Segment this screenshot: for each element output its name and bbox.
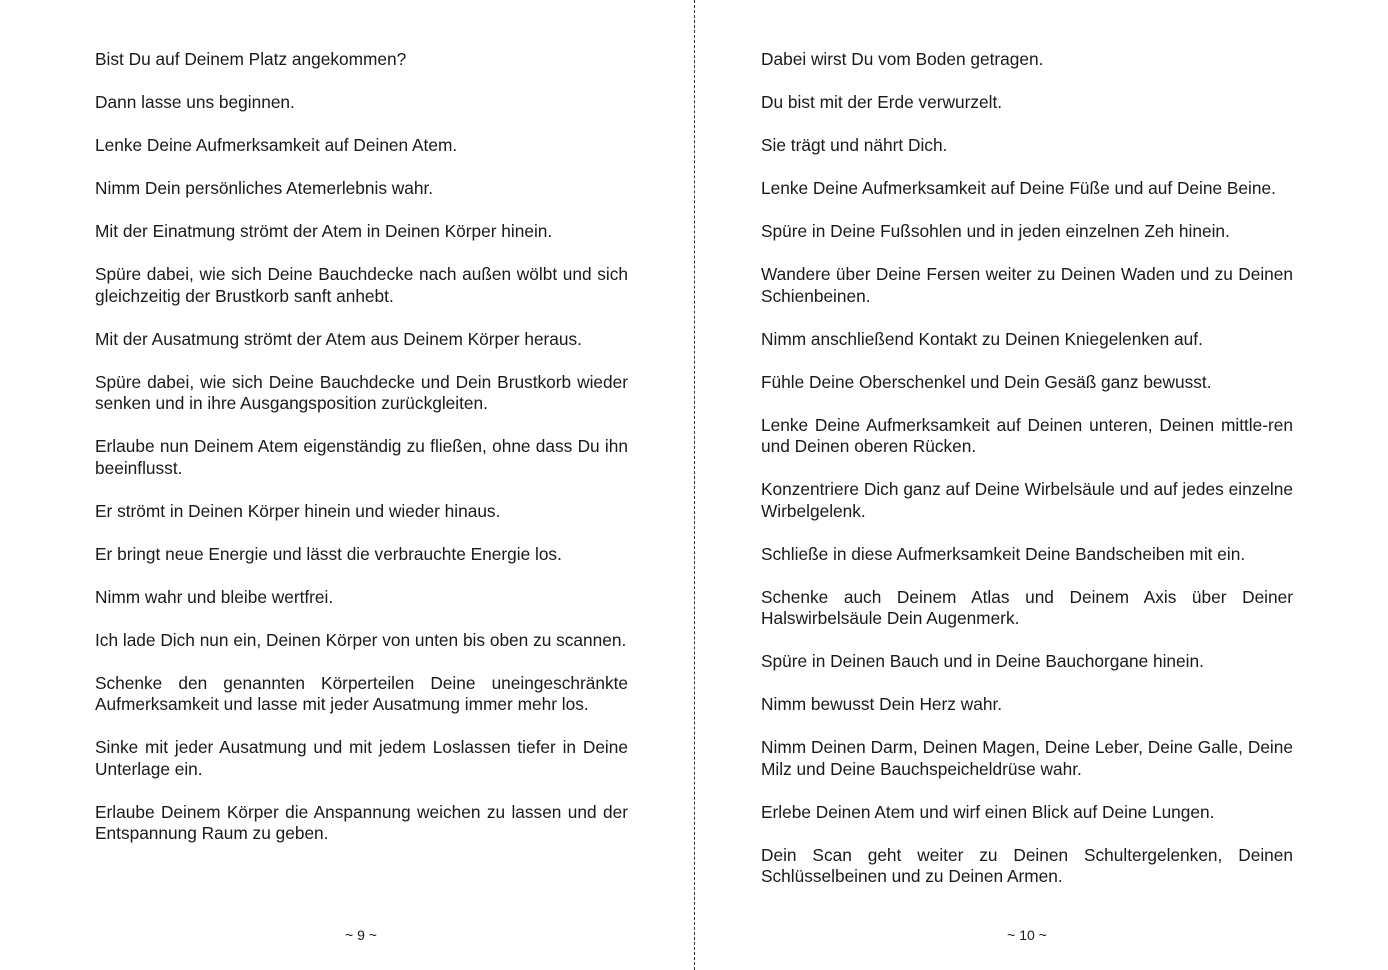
paragraph: Spüre dabei, wie sich Deine Bauchdecke nach außen wölbt und sich gleichzeitig der Brustkorb sanft anhebt. [95, 264, 628, 306]
page-number: ~ 10 ~ [1007, 927, 1047, 943]
paragraph: Erlebe Deinen Atem und wirf einen Blick auf Deine Lungen. [761, 801, 1215, 822]
paragraph: Dein Scan geht weiter zu Deinen Schultergelenken, Deinen Schlüsselbeinen und zu Deinen Armen. [761, 844, 1293, 886]
paragraph: Erlaube nun Deinem Atem eigenständig zu fließen, ohne dass Du ihn beeinflusst. [95, 436, 628, 478]
paragraph: Nimm anschließend Kontakt zu Deinen Kniegelenken auf. [761, 328, 1203, 349]
paragraph: Lenke Deine Aufmerksamkeit auf Deinen Atem. [95, 135, 458, 155]
paragraph: Er strömt in Deinen Körper hinein und wieder hinaus. [95, 500, 501, 521]
page-right-text [761, 49, 1293, 909]
paragraph: Schenke den genannten Körperteilen Deine uneingeschränkte Aufmerksamkeit und lasse mit jeder Ausatmung immer mehr los. [95, 672, 628, 714]
paragraph: Lenke Deine Aufmerksamkeit auf Deinen unteren, Deinen mittle-ren und Deinen oberen Rücken. [761, 414, 1293, 456]
paragraph: Konzentriere Dich ganz auf Deine Wirbelsäule und auf jedes einzelne Wirbelgelenk. [761, 479, 1293, 521]
paragraph: Schenke auch Deinem Atlas und Deinem Axis über Deiner Halswirbelsäule Dein Augenmerk. [761, 586, 1293, 628]
paragraph: Dabei wirst Du vom Boden getragen. [761, 49, 1044, 69]
paragraph: Bist Du auf Deinem Platz angekommen? [95, 49, 407, 69]
paragraph: Spüre dabei, wie sich Deine Bauchdecke und Dein Brustkorb wieder senken und in ihre Ausgangsposition zurückgleiten. [95, 371, 628, 413]
paragraph: Sie trägt und nährt Dich. [761, 135, 948, 155]
paragraph: Nimm Dein persönliches Atemerlebnis wahr. [95, 178, 434, 198]
paragraph: Schließe in diese Aufmerksamkeit Deine Bandscheiben mit ein. [761, 543, 1246, 564]
paragraph: Mit der Ausatmung strömt der Atem aus Deinem Körper heraus. [95, 328, 582, 349]
page-right [695, 0, 1388, 970]
paragraph: Spüre in Deine Fußsohlen und in jeden einzelnen Zeh hinein. [761, 221, 1230, 241]
paragraph: Nimm wahr und bleibe wertfrei. [95, 586, 334, 607]
paragraph: Du bist mit der Erde verwurzelt. [761, 92, 1003, 112]
page-number: ~ 9 ~ [345, 927, 377, 943]
paragraph: Fühle Deine Oberschenkel und Dein Gesäß ganz bewusst. [761, 371, 1212, 392]
paragraph: Nimm bewusst Dein Herz wahr. [761, 694, 1003, 714]
page-left-text [95, 49, 628, 866]
paragraph: Wandere über Deine Fersen weiter zu Deinen Waden und zu Deinen Schienbeinen. [761, 264, 1293, 306]
paragraph: Er bringt neue Energie und lässt die verbrauchte Energie los. [95, 543, 562, 564]
paragraph: Dann lasse uns beginnen. [95, 92, 295, 112]
paragraph: Mit der Einatmung strömt der Atem in Deinen Körper hinein. [95, 221, 553, 241]
paragraph: Nimm Deinen Darm, Deinen Magen, Deine Leber, Deine Galle, Deine Milz und Deine Bauchspeicheldrüse wahr. [761, 737, 1293, 779]
paragraph: Erlaube Deinem Körper die Anspannung weichen zu lassen und der Entspannung Raum zu geben. [95, 801, 628, 843]
paragraph: Spüre in Deinen Bauch und in Deine Bauchorgane hinein. [761, 651, 1204, 671]
paragraph: Ich lade Dich nun ein, Deinen Körper von unten bis oben zu scannen. [95, 629, 627, 650]
paragraph: Sinke mit jeder Ausatmung und mit jedem Loslassen tiefer in Deine Unterlage ein. [95, 737, 628, 779]
paragraph: Lenke Deine Aufmerksamkeit auf Deine Füße und auf Deine Beine. [761, 178, 1276, 198]
